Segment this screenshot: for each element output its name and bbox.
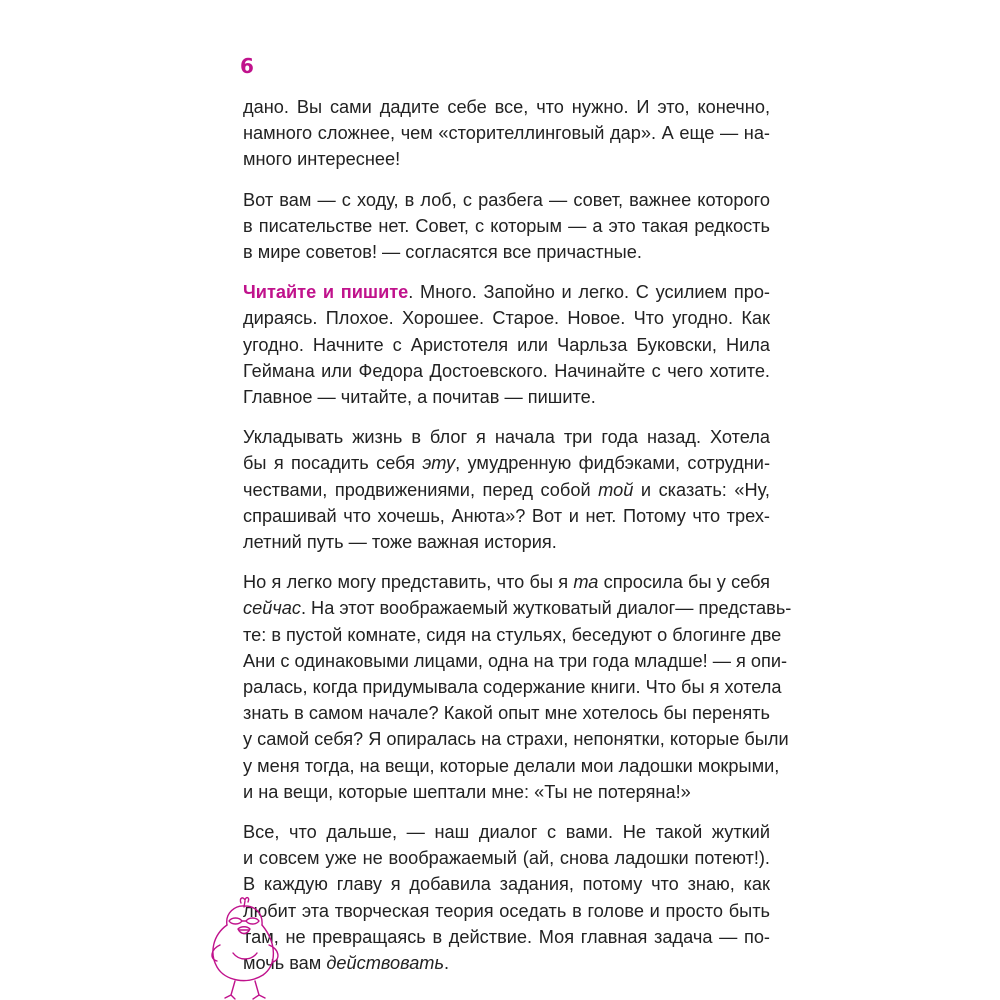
text-segment: в мире советов! — согласятся все причастные. — [243, 242, 642, 263]
highlighted-phrase: Читайте и пишите — [243, 282, 409, 303]
text-line — [243, 779, 770, 805]
text-segment: . На этот воображаемый жутковатый диалог— представь- — [300, 598, 792, 619]
text-line — [243, 726, 789, 752]
text-segment: . Много. Запойно и легко. С усилием про- — [408, 282, 770, 303]
text-segment: у меня тогда, на вещи, которые делали мои ладошки мокрыми, — [243, 755, 780, 776]
text-line — [243, 622, 782, 648]
paragraph — [243, 819, 770, 976]
text-segment: дано. Вы сами дадите себе все, что нужно. И это, конечно, — [243, 97, 770, 117]
text-segment: Но я легко могу представить, что бы я — [243, 572, 574, 593]
bird-doodle-illustration — [205, 895, 305, 1000]
text-segment: там, не превращаясь в действие. Моя главная задача — по- — [243, 926, 770, 947]
paragraph — [243, 569, 792, 805]
text-segment: угодно. Начните с Аристотеля или Чарльза Буковски, Нила — [243, 334, 770, 355]
paragraph — [243, 94, 770, 173]
paragraph — [243, 424, 770, 555]
text-segment: , умудренную фидбэками, сотрудни- — [455, 453, 771, 474]
text-segment: спросила бы у себя — [598, 572, 770, 593]
text-segment: в писательстве нет. Совет, с которым — а это такая редкость — [243, 215, 770, 236]
text-segment: Все, что дальше, — наш диалог с вами. Не такой жуткий — [243, 822, 770, 843]
body-text — [243, 94, 792, 990]
text-line — [243, 753, 780, 779]
text-segment: и сказать: «Ну, — [633, 479, 770, 500]
text-line — [243, 924, 770, 950]
text-segment: Геймана или Федора Достоевского. Начинайте с чего хотите. — [243, 360, 770, 381]
text-segment: и на вещи, которые шептали мне: «Ты не потеряна!» — [243, 781, 691, 802]
text-line — [243, 187, 770, 213]
text-segment: и совсем уже не воображаемый (ай, снова ладошки потеют!). — [243, 848, 770, 869]
text-segment: Главное — читайте, а почитав — пишите. — [243, 387, 596, 408]
text-line — [243, 305, 770, 331]
text-line — [243, 503, 770, 529]
text-segment: много интереснее! — [243, 149, 401, 170]
text-line — [243, 819, 770, 845]
emphasized-word: действовать — [326, 953, 445, 974]
text-segment: любит эта творческая теория оседать в голове и просто быть — [243, 900, 770, 921]
emphasized-word: эту — [422, 453, 456, 474]
text-segment: те: в пустой комнате, сидя на стульях, беседуют о блогинге две — [243, 624, 782, 645]
text-line — [243, 674, 782, 700]
text-segment: мочь вам — [243, 953, 327, 974]
text-segment: дираясь. Плохое. Хорошее. Старое. Новое. Что угодно. Как — [243, 308, 770, 329]
text-line — [243, 569, 770, 595]
text-line — [243, 595, 792, 621]
text-line — [243, 424, 770, 450]
text-line — [243, 450, 770, 476]
text-line — [243, 384, 770, 410]
text-line — [243, 146, 770, 172]
paragraph — [243, 187, 770, 266]
emphasized-word: сейчас — [243, 598, 301, 619]
text-line — [243, 213, 770, 239]
text-line — [243, 358, 770, 384]
text-line — [243, 648, 788, 674]
text-line — [243, 871, 770, 897]
text-segment: Вот вам — с ходу, в лоб, с разбега — совет, важнее которого — [243, 189, 770, 210]
text-line — [243, 700, 770, 726]
text-segment: бы я посадить себя — [243, 453, 423, 474]
text-line — [243, 332, 770, 358]
text-segment: спрашивай что хочешь, Анюта»? Вот и нет. Потому что трех- — [243, 505, 770, 526]
text-line — [243, 120, 770, 146]
text-segment: намного сложнее, чем «сторителлинговый дар». А еще — на- — [243, 123, 770, 144]
text-segment: чествами, продвижениями, перед собой — [243, 479, 599, 500]
text-segment: Ани с одинаковыми лицами, одна на три года младше! — я опи- — [243, 650, 788, 671]
text-segment: ралась, когда придумывала содержание книги. Что бы я хотела — [243, 677, 782, 698]
text-line — [243, 239, 770, 265]
text-line — [243, 529, 770, 555]
text-segment: Укладывать жизнь в блог я начала три года назад. Хотела — [243, 427, 770, 448]
text-line — [243, 845, 770, 871]
text-segment: . — [444, 953, 450, 974]
paragraph — [243, 279, 770, 410]
emphasized-word: та — [573, 572, 599, 593]
page-number: 6 — [240, 54, 254, 78]
emphasized-word: той — [598, 479, 634, 500]
text-segment: у самой себя? Я опиралась на страхи, непонятки, которые были — [243, 729, 789, 750]
text-line — [243, 477, 770, 503]
text-line — [243, 898, 770, 924]
text-segment: летний путь — тоже важная история. — [243, 532, 557, 553]
text-line — [243, 279, 770, 305]
text-line — [243, 94, 770, 120]
text-segment: В каждую главу я добавила задания, потому что знаю, как — [243, 874, 770, 895]
text-segment: знать в самом начале? Какой опыт мне хотелось бы перенять — [243, 703, 770, 724]
text-line — [243, 950, 770, 976]
